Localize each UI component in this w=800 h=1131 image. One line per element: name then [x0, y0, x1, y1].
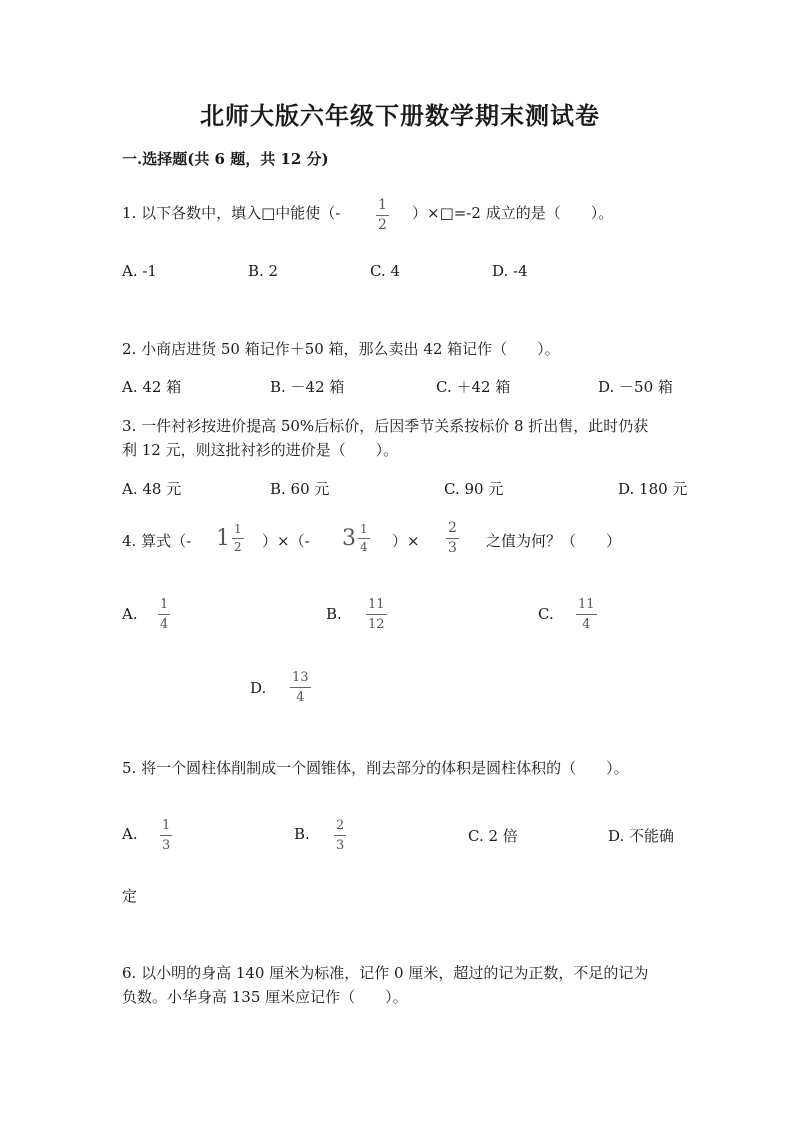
question-3-option-b: B. 60 元 — [270, 480, 330, 498]
question-4-option-a-label: A. — [122, 605, 138, 623]
fraction-denominator: 4 — [582, 617, 591, 632]
question-5-option-a-fraction — [160, 818, 172, 853]
fraction-bar — [366, 614, 387, 615]
question-2-option-b: B. －42 箱 — [270, 378, 345, 396]
question-1-fraction — [376, 198, 389, 233]
page-title: 北师大版六年级下册数学期末测试卷 — [200, 101, 600, 130]
question-4-option-b-fraction — [366, 597, 387, 632]
fraction-bar — [334, 835, 346, 836]
question-2-option-d: D. －50 箱 — [598, 378, 673, 396]
fraction-bar — [576, 614, 597, 615]
fraction-numerator: 1 — [378, 197, 387, 213]
mixed-fraction — [358, 523, 370, 554]
question-4-text-mid-2: ）× — [392, 532, 420, 550]
fraction-numerator: 1 — [234, 522, 242, 536]
fraction-numerator: 11 — [368, 597, 385, 612]
fraction-denominator: 3 — [162, 838, 171, 853]
question-1-text-end: ）×□=-2 成立的是（ ）。 — [412, 204, 614, 222]
fraction-denominator: 3 — [448, 540, 457, 556]
question-3-text-line-2: 利 12 元，则这批衬衫的进价是（ ）。 — [122, 441, 399, 459]
question-1-option-b: B. 2 — [248, 262, 279, 280]
question-2-text: 2. 小商店进货 50 箱记作＋50 箱，那么卖出 42 箱记作（ ）。 — [122, 340, 560, 358]
question-6-text-line-2: 负数。小华身高 135 厘米应记作（ ）。 — [122, 988, 408, 1006]
fraction-bar — [358, 538, 370, 539]
question-4-option-c-label: C. — [538, 605, 554, 623]
fraction-numerator: 2 — [448, 520, 457, 536]
fraction-bar — [158, 614, 170, 615]
question-5-option-d-continued: 定 — [122, 887, 138, 905]
fraction-denominator: 3 — [336, 838, 345, 853]
question-4-option-b-label: B. — [326, 605, 342, 623]
fraction-bar — [446, 538, 459, 539]
mixed-fraction — [232, 523, 244, 554]
question-3-option-d: D. 180 元 — [618, 480, 688, 498]
fraction-bar — [290, 687, 311, 688]
question-2-option-a: A. 42 箱 — [122, 378, 182, 396]
fraction-numerator: 2 — [336, 818, 345, 833]
question-4-mixed-number-1 — [216, 523, 244, 554]
question-1-option-d: D. -4 — [492, 262, 528, 280]
fraction-denominator: 4 — [296, 690, 305, 705]
question-4-option-d-fraction — [290, 670, 311, 705]
question-4-mixed-number-2 — [342, 523, 370, 554]
question-4-option-d-label: D. — [250, 679, 267, 697]
question-4-text-mid-1: ）×（- — [262, 532, 310, 550]
fraction-denominator: 12 — [368, 617, 385, 632]
question-1-text-start: 1. 以下各数中，填入□中能使（- — [122, 204, 341, 222]
question-1-option-c: C. 4 — [370, 262, 401, 280]
question-5-option-d: D. 不能确 — [608, 827, 675, 845]
question-5-option-a-label: A. — [122, 825, 138, 843]
mixed-whole: 3 — [342, 526, 356, 551]
question-4-text-end: 之值为何？（ ） — [486, 532, 622, 550]
fraction-denominator: 2 — [234, 540, 242, 554]
fraction-denominator: 2 — [378, 217, 387, 233]
fraction-numerator: 1 — [162, 818, 171, 833]
question-4-fraction — [446, 521, 459, 556]
question-3-option-c: C. 90 元 — [444, 480, 504, 498]
fraction-denominator: 4 — [360, 540, 368, 554]
section-heading: 一.选择题(共 6 题，共 12 分) — [122, 150, 329, 168]
mixed-whole: 1 — [216, 526, 230, 551]
question-5-option-b-fraction — [334, 818, 346, 853]
question-5-text: 5. 将一个圆柱体削制成一个圆锥体，削去部分的体积是圆柱体积的（ ）。 — [122, 759, 629, 777]
fraction-bar — [376, 215, 389, 216]
question-6-text-line-1: 6. 以小明的身高 140 厘米为标准，记作 0 厘米，超过的记为正数，不足的记为 — [122, 964, 649, 982]
fraction-numerator: 1 — [160, 597, 169, 612]
fraction-bar — [160, 835, 172, 836]
question-5-option-c: C. 2 倍 — [468, 827, 518, 845]
question-3-option-a: A. 48 元 — [122, 480, 182, 498]
fraction-numerator: 11 — [578, 597, 595, 612]
question-1-option-a: A. -1 — [122, 262, 157, 280]
question-4-option-c-fraction — [576, 597, 597, 632]
fraction-numerator: 1 — [360, 522, 368, 536]
fraction-numerator: 13 — [292, 670, 309, 685]
question-4-option-a-fraction — [158, 597, 170, 632]
question-4-text-start: 4. 算式（- — [122, 532, 192, 550]
question-2-option-c: C. ＋42 箱 — [436, 378, 511, 396]
fraction-bar — [232, 538, 244, 539]
question-3-text-line-1: 3. 一件衬衫按进价提高 50%后标价，后因季节关系按标价 8 折出售，此时仍获 — [122, 417, 649, 435]
question-5-option-b-label: B. — [294, 825, 310, 843]
fraction-denominator: 4 — [160, 617, 169, 632]
